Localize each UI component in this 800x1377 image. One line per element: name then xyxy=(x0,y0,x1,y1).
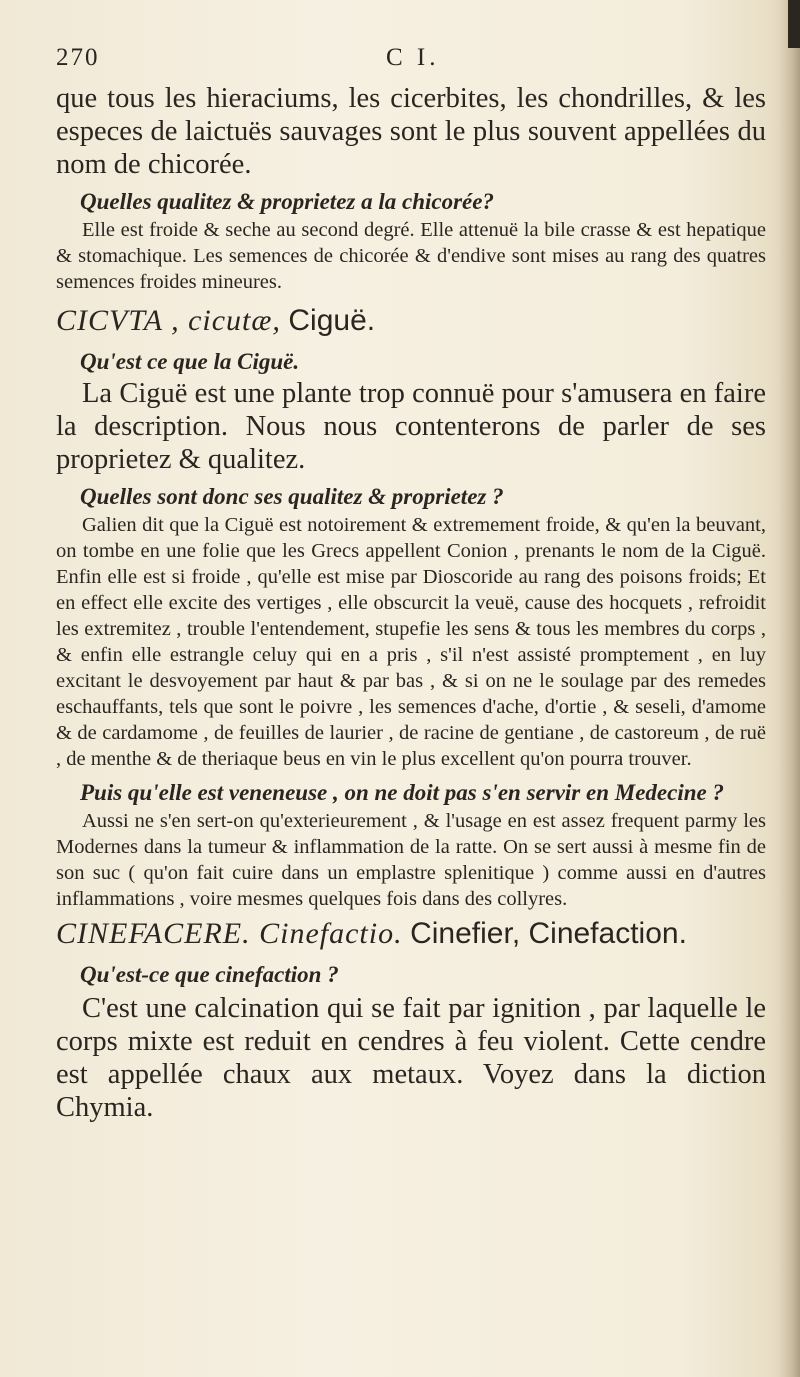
paragraph-cigue-definition: La Ciguë est une plante trop connuë pour s'amusera en faire la description. Nous nous contenterons de parler de ses proprietez & qualitez. xyxy=(56,378,766,475)
entry-french-cinefier: Cinefier, Cinefaction. xyxy=(410,917,687,950)
running-head: C I. xyxy=(386,44,440,71)
page-header xyxy=(56,44,766,82)
paragraph-cinefaction: C'est une calcination qui se fait par ignition , par laquelle le corps mixte est reduit en cendres à feu violent. Cette cendre est appellée chaux aux metaux. Voyez dans la diction Chymia. xyxy=(56,993,766,1123)
page-number: 270 xyxy=(56,44,100,71)
paragraph-cigue-qualities: Galien dit que la Ciguë est notoirement & extremement froide, & qu'en la beuvant, on tombe en une folie que les Grecs appellent Conion , prenants le nom de la Ciguë. Enfin elle est si froide , qu'elle est mise par Dioscoride au rang des poisons froids; Et en effect elle excite des vertiges , elle obscurcit la veuë, cause des hocquets , refroidit les extremitez , trouble l'entendement, stupefie les sens & tous les membres du corps , & enfin elle estrangle celuy qui en a pris , s'il n'est assisté promptement , en luy excitant le desvoyement par haut & par bas , & si on ne le soulage par des remedes eschauffants, tels que sont le poivre , les semences d'ache, d'ortie , & seseli, d'amome & de cardamome , de feuilles de laurier , de racine de gentiane , de castoreum , de ruë , de menthe & de theriaque beus en vin le plus excellent qu'on pourra trouver. xyxy=(56,514,766,770)
question-chicoree-qualities: Quelles qualitez & proprietez a la chicorée? xyxy=(80,189,494,214)
entry-heading-cinefacere xyxy=(56,914,766,954)
entry-latin-cicuta: CICVTA , cicutæ, xyxy=(56,304,281,337)
entry-latin-cinefacere: CINEFACERE. Cinefactio. xyxy=(56,917,403,950)
question-cinefaction: Qu'est-ce que cinefaction ? xyxy=(80,962,339,987)
paragraph-chicoree-end: que tous les hieraciums, les cicerbites, les chondrilles, & les especes de laictuës sauvages sont le plus souvent appellées du nom de chicorée. xyxy=(56,83,766,180)
question-cigue-medicine: Puis qu'elle est veneneuse , on ne doit pas s'en servir en Medecine ? xyxy=(80,780,724,805)
page-corner-dark xyxy=(788,0,800,48)
question-cigue-definition: Qu'est ce que la Ciguë. xyxy=(80,349,300,374)
page-edge-shadow xyxy=(778,0,800,1377)
entry-heading-cicuta xyxy=(56,301,766,341)
paragraph-cigue-medicine: Aussi ne s'en sert-on qu'exterieurement , & l'usage en est assez frequent parmy les Modernes dans la tumeur & inflammation de la ratte. On se sert aussi à mesme fin de son suc ( qu'on fait cuire dans un emplastre splenitique ) comme aussi en d'autres inflammations , voire mesmes quelques fois dans des collyres. xyxy=(56,810,766,910)
entry-french-cigue: Ciguë. xyxy=(288,304,376,337)
question-cigue-qualities: Quelles sont donc ses qualitez & proprietez ? xyxy=(80,484,504,509)
paragraph-chicoree-qualities: Elle est froide & seche au second degré. Elle attenuë la bile crasse & est hepatique & stomachique. Les semences de chicorée & d'endive sont mises au rang des quatres semences froides mineures. xyxy=(56,219,766,293)
